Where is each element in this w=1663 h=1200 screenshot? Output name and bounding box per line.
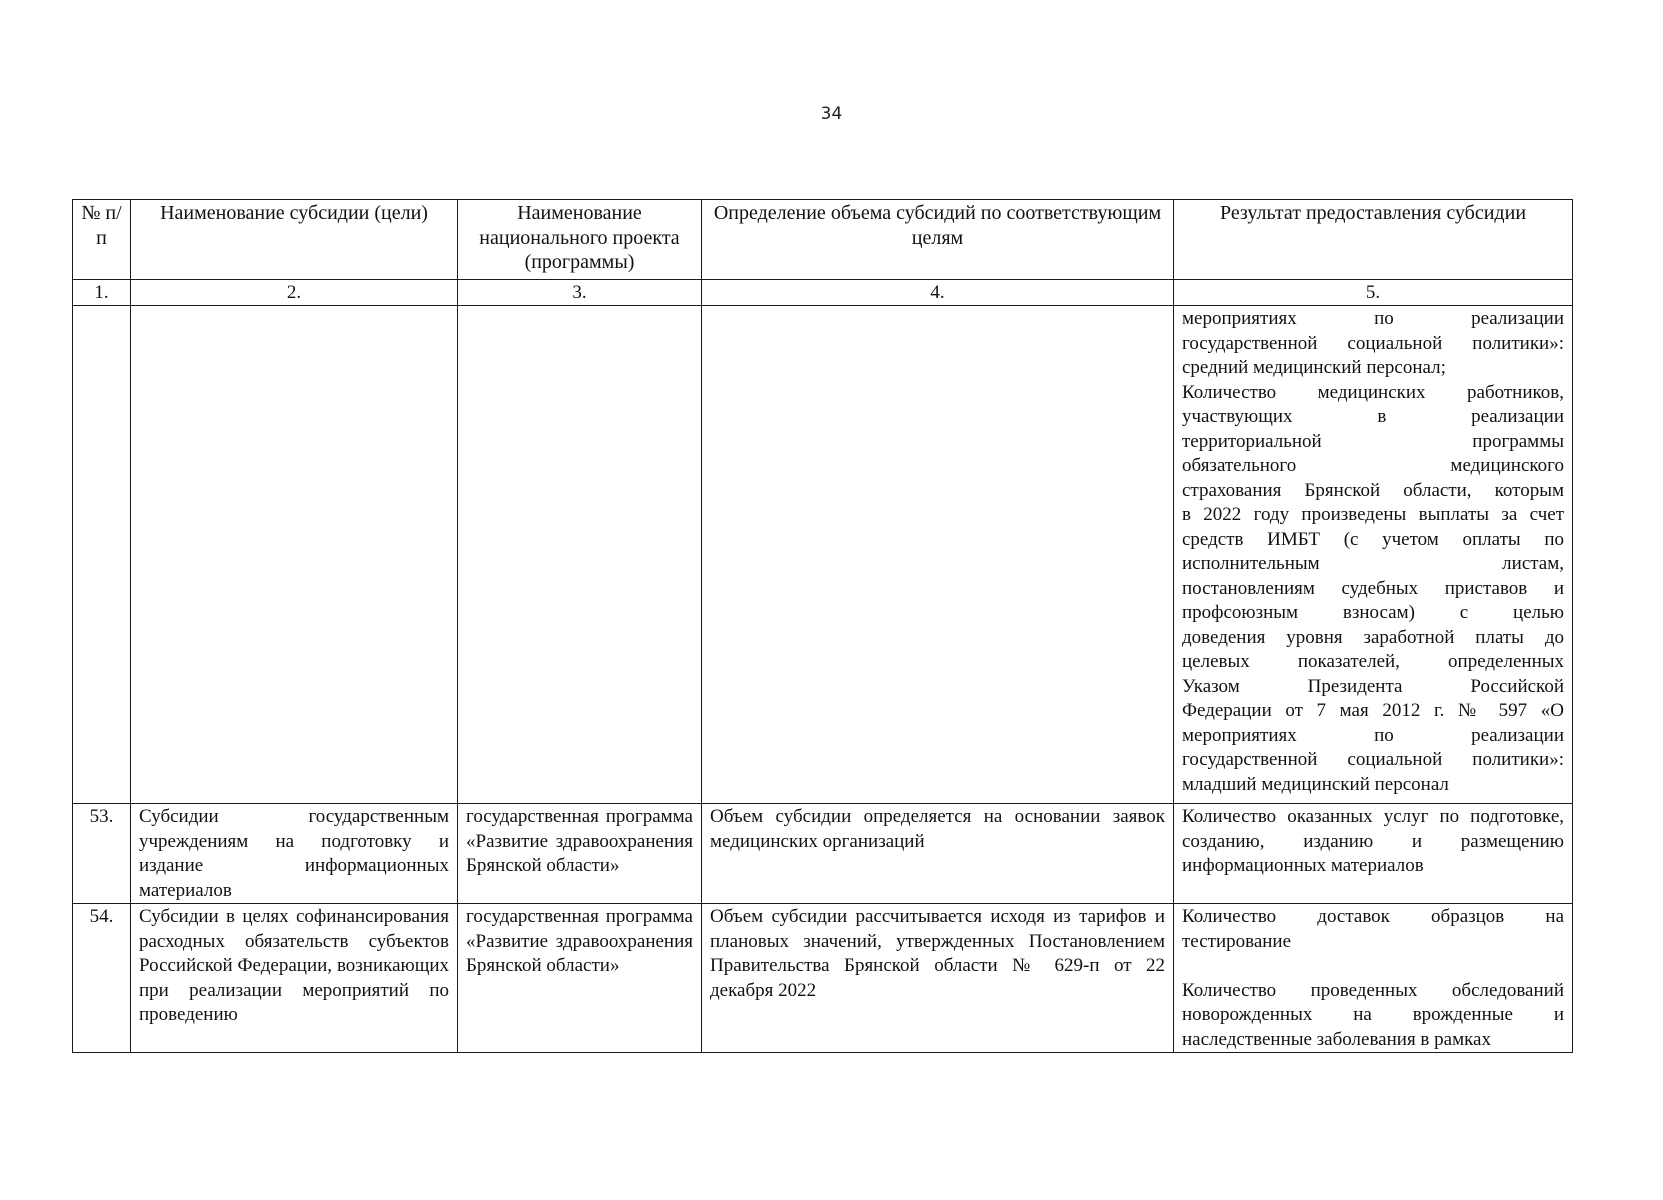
result-line: страхования Брянской области, которым [1182, 479, 1564, 501]
result-line: профсоюзным взносам) с целью [1182, 602, 1564, 623]
header-volume: Определение объема субсидий по соответствующим целям [702, 200, 1174, 280]
result-line: младший медицинский персонал [1182, 773, 1449, 795]
cell-volume: Объем субсидии определяется на основании заявок медицинских организаций [702, 804, 1174, 904]
cell-empty [702, 306, 1174, 804]
header-program: Наименование национального проекта (программы) [458, 200, 702, 280]
row-number: 53. [73, 804, 131, 904]
column-number: 1. [73, 280, 131, 306]
table-header-row [73, 200, 1573, 280]
table-row-continuation [73, 306, 1573, 804]
cell-volume: Объем субсидии рассчитывается исходя из тарифов и плановых значений, утвержденных Постановлением Правительства Брянской области № 629-п от 22 декабря 2022 [702, 904, 1174, 1053]
row-number: 54. [73, 904, 131, 1053]
result-line: обязательного медицинского [1182, 455, 1564, 476]
subsidies-table [72, 199, 1573, 1053]
result-line: государственной социальной политики»: [1182, 332, 1564, 354]
result-line: Федерации от 7 мая 2012 г. № 597 «О [1182, 700, 1564, 721]
cell-result [1174, 904, 1573, 1053]
result-line: государственной социальной политики»: [1182, 749, 1564, 770]
page-number: 34 [820, 104, 843, 124]
result-line: мероприятиях по реализации [1182, 308, 1564, 329]
column-number: 2. [131, 280, 458, 306]
cell-result-continuation [1174, 306, 1573, 804]
result-line: в 2022 году произведены выплаты за счет [1182, 504, 1564, 525]
cell-empty [458, 306, 702, 804]
header-result: Результат предоставления субсидии [1174, 200, 1573, 280]
cell-empty [73, 306, 131, 804]
result-line: целевых показателей, определенных [1182, 651, 1564, 672]
result-line: мероприятиях по реализации [1182, 724, 1564, 746]
result-line: доведения уровня заработной платы до [1182, 626, 1564, 648]
table-row [73, 804, 1573, 904]
column-number: 5. [1174, 280, 1573, 306]
result-line: средний медицинский персонал; [1182, 357, 1446, 378]
cell-subsidy-name: Субсидии в целях софинансирования расходных обязательств субъектов Российской Федерации, возникающих при реализации мероприятий по проведению [131, 904, 458, 1053]
result-line: Указом Президента Российской [1182, 675, 1564, 697]
column-number: 3. [458, 280, 702, 306]
result-line: постановлениям судебных приставов и [1182, 577, 1564, 599]
result-text: Количество оказанных услуг по подготовке, созданию, изданию и размещению информационных материалов [1182, 806, 1564, 876]
cell-program: государственная программа «Развитие здравоохранения Брянской области» [458, 804, 702, 904]
result-line: исполнительным листам, [1182, 553, 1564, 574]
column-number: 4. [702, 280, 1174, 306]
result-text: Количество проведенных обследований новорожденных на врожденные и наследственные заболевания в рамках [1182, 979, 1564, 1050]
header-subsidy-name: Наименование субсидии (цели) [131, 200, 458, 280]
result-line: территориальной программы [1182, 430, 1564, 452]
cell-subsidy-name: Субсидии государственным учреждениям на подготовку и издание информационных материалов [131, 804, 458, 904]
cell-result [1174, 804, 1573, 904]
cell-empty [131, 306, 458, 804]
result-line: Количество медицинских работников, [1182, 381, 1564, 403]
result-line: средств ИМБТ (с учетом оплаты по [1182, 528, 1564, 550]
header-number: № п/п [73, 200, 131, 280]
column-number-row [73, 280, 1573, 306]
result-line: участвующих в реализации [1182, 406, 1564, 427]
cell-program: государственная программа «Развитие здравоохранения Брянской области» [458, 904, 702, 1053]
result-text: Количество доставок образцов на тестирование [1182, 906, 1564, 952]
table-row [73, 904, 1573, 1053]
